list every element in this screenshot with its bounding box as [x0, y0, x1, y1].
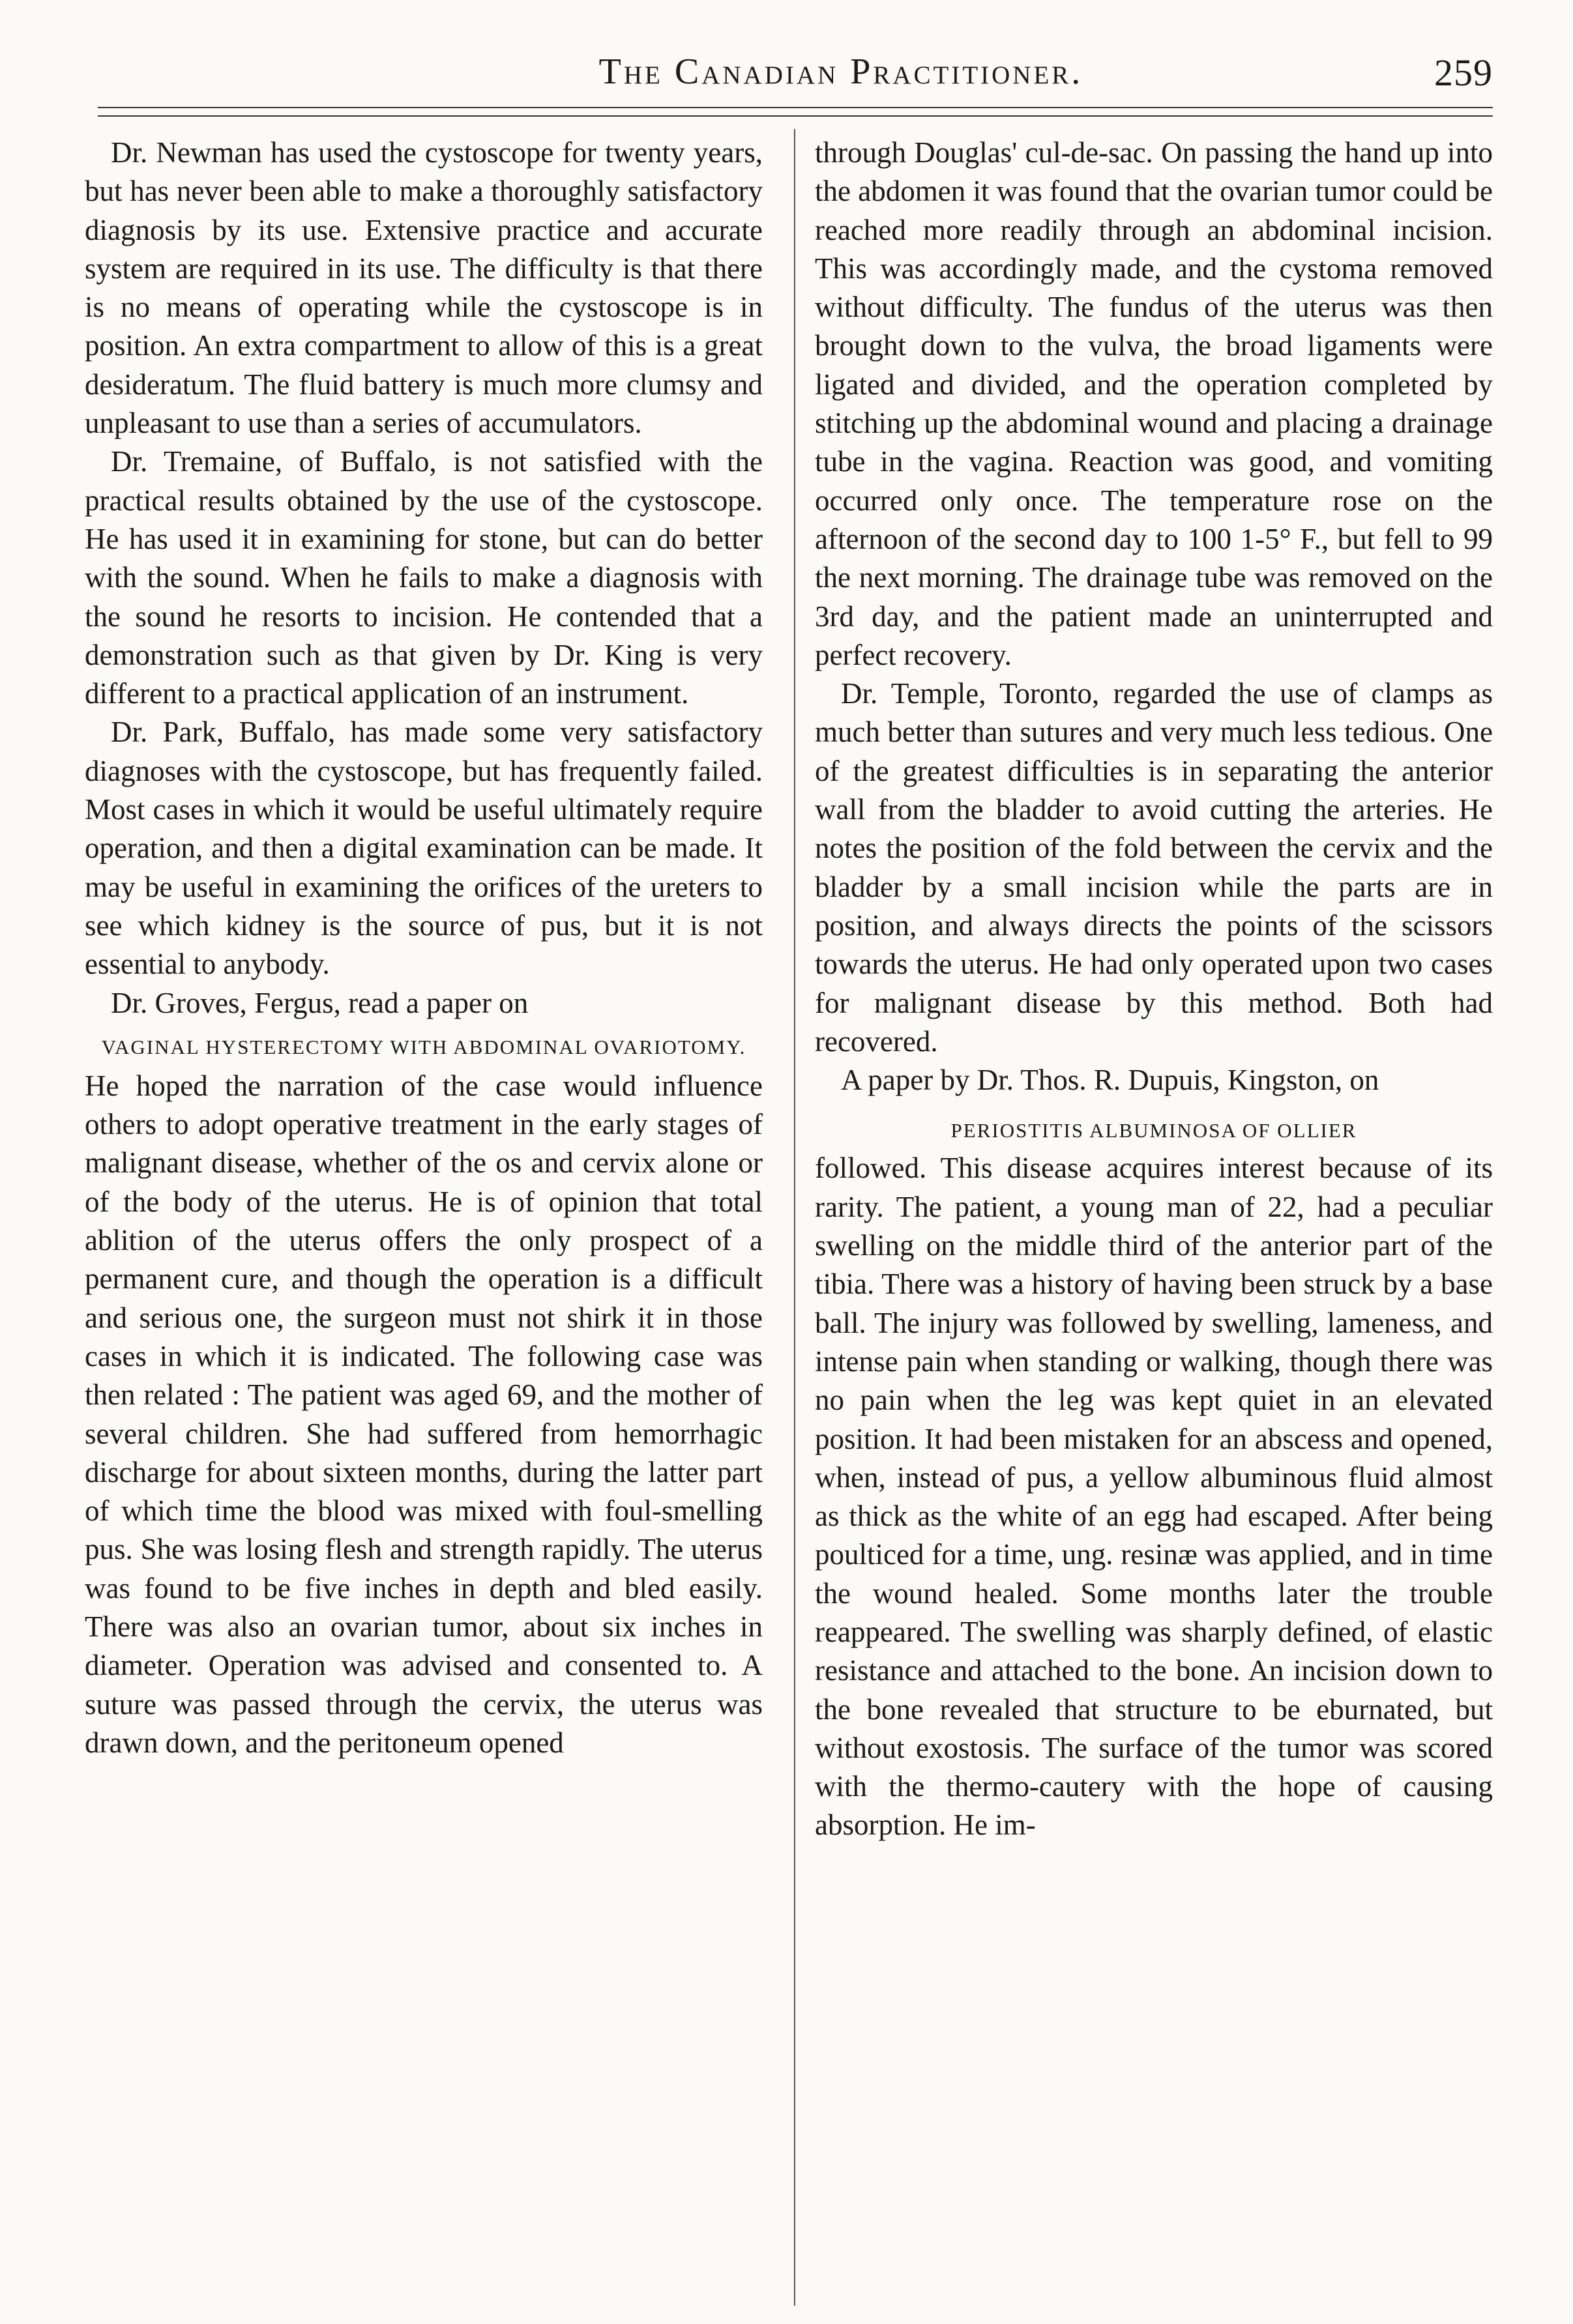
running-header	[98, 47, 1493, 106]
paragraph-newman: Dr. Newman has used the cystoscope for twenty years, but has never been able to make a thoroughly satisfactory diagnosis by its use. Extensive practice and accurate system are required in its use. The difficulty is that there is no means of operating while the cystoscope is in position. An extra compartment to allow of this is a great desideratum. The fluid battery is much more clumsy and unpleasant to use than a series of accumulators.	[85, 136, 763, 440]
paragraph-groves: Dr. Groves, Fergus, read a paper on	[111, 986, 529, 1019]
section-heading-periostitis: PERIOSTITIS ALBUMINOSA OF OLLIER	[950, 1119, 1357, 1142]
paragraph-dupuis: A paper by Dr. Thos. R. Dupuis, Kingston, on	[841, 1064, 1379, 1097]
paragraph-hysterectomy-case: He hoped the narration of the case would influence others to adopt operative treatment in the early stages of malignant disease, whether of the os and cervix alone or of the body of the uterus. He is of opinion that total ablition of the uterus offers the only prospect of a permanent cure, and though the operation is a difficult and serious one, the surgeon must not shirk it in those cases in which it is indicated. The following case was then related : The patient was aged 69, and the mother of several children. She had suffered from hemorrhagic discharge for about sixteen months, during the latter part of which time the blood was mixed with foul-smelling pus. She was losing flesh and strength rapidly. The uterus was found to be five inches in depth and bled easily. There was also an ovarian tumor, about six inches in diameter. Operation was advised and consented to. A suture was passed through the cervix, the uterus was drawn down, and the peritoneum opened	[85, 1069, 763, 1759]
journal-title: The Canadian Practitioner.	[598, 51, 1083, 92]
right-column	[815, 134, 1493, 2278]
page-number: 259	[1434, 51, 1493, 94]
left-column	[85, 134, 763, 2278]
paragraph-periostitis-case: followed. This disease acquires interest because of its rarity. The patient, a young man of 22, had a peculiar swelling on the middle third of the anterior part of the tibia. There was a history of having been struck by a base ball. The injury was followed by swelling, lameness, and intense pain when standing or walking, though there was no pain when the leg was kept quiet in an elevated position. It had been mistaken for an abscess and opened, when, instead of pus, a yellow albuminous fluid almost as thick as the white of an egg had escaped. After being poulticed for a time, ung. resinæ was applied, and in time the wound healed. Some months later the trouble reappeared. The swelling was sharply defined, of elastic resistance and attached to the bone. An incision down to the bone revealed that structure to be eburnated, but without exostosis. The surface of the tumor was scored with the thermo-cautery with the hope of causing absorption. He im-	[815, 1152, 1493, 1842]
paragraph-temple: Dr. Temple, Toronto, regarded the use of clamps as much better than sutures and very much less tedious. One of the greatest difficulties is in separating the anterior wall from the bladder to avoid cutting the arteries. He notes the position of the fold between the cervix and the bladder by a small incision while the parts are in position, and always directs the points of the scissors towards the uterus. He had only operated upon two cases for malignant disease by this method. Both had recovered.	[815, 677, 1493, 1058]
header-rule-top	[98, 107, 1493, 108]
section-heading-hysterectomy: VAGINAL HYSTERECTOMY WITH ABDOMINAL OVARIOTOMY.	[101, 1035, 746, 1058]
paragraph-tremaine: Dr. Tremaine, of Buffalo, is not satisfied with the practical results obtained by the use of the cystoscope. He has used it in examining for stone, but can do better with the sound. When he fails to make a diagnosis with the sound he resorts to incision. He contended that a demonstration such as that given by Dr. King is very different to a practical application of an instrument.	[85, 445, 763, 710]
column-divider	[794, 129, 795, 2306]
paragraph-continuation: through Douglas' cul-de-sac. On passing the hand up into the abdomen it was found that the ovarian tumor could be reached more readily through an abdominal incision. This was accordingly made, and the cystoma removed without difficulty. The fundus of the uterus was then brought down to the vulva, the broad ligaments were ligated and divided, and the operation completed by stitching up the abdominal wound and placing a drainage tube in the vagina. Reaction was good, and vomiting occurred only once. The temperature rose on the afternoon of the second day to 100 1-5° F., but fell to 99 the next morning. The drainage tube was removed on the 3rd day, and the patient made an uninterrupted and perfect recovery.	[815, 136, 1493, 671]
paragraph-park: Dr. Park, Buffalo, has made some very satisfactory diagnoses with the cystoscope, but has frequently failed. Most cases in which it would be useful ultimately require operation, and then a digital examination can be made. It may be useful in examining the orifices of the ureters to see which kidney is the source of pus, but it is not essential to anybody.	[85, 716, 763, 981]
header-rule-bottom	[98, 115, 1493, 117]
